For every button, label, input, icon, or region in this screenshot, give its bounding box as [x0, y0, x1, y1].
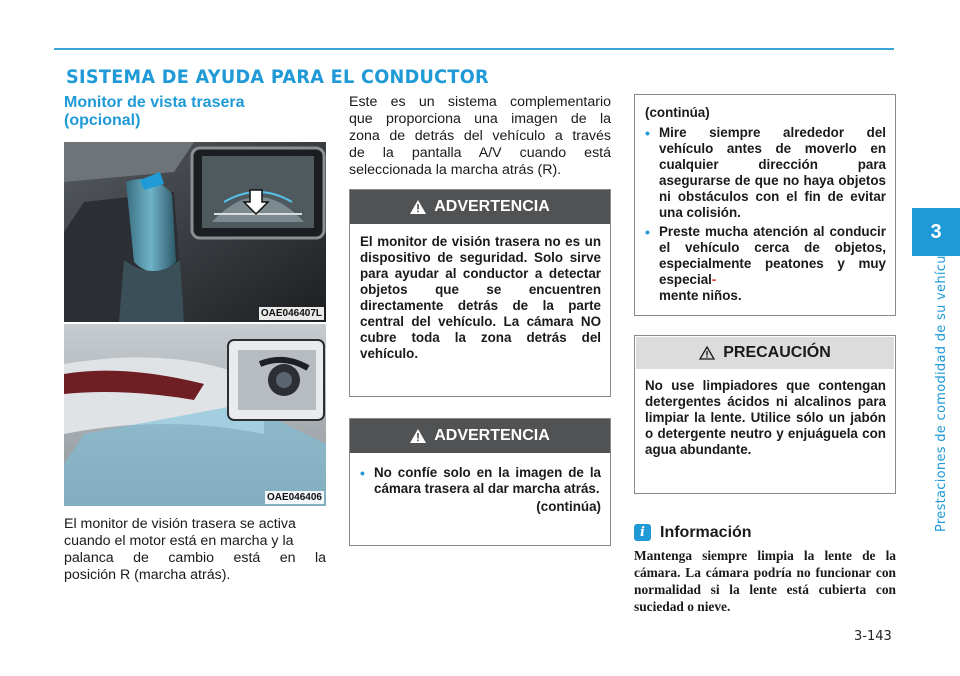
header-rule: [54, 48, 894, 50]
chapter-side-label: [934, 243, 949, 532]
info-title: Información: [660, 524, 752, 541]
section-title: SISTEMA DE AYUDA PARA EL CONDUCTOR: [66, 66, 489, 88]
caution-text: No use limpiadores que contengan detergentes ácidos ni alcalinos para limpiar la lente. Utilice sólo un jabón o detergente neutro y enjuáguela con agua abundante.: [645, 378, 886, 457]
gear-shift-photo: [64, 142, 326, 322]
bullet-item: • Preste mucha atención al conducir el vehículo cerca de objetos, especialmente peatones y muy especial- mente niños.: [645, 224, 886, 303]
image-code-label: OAE046407L: [260, 308, 322, 319]
bullet-item: • No confíe solo en la imagen de la cámara trasera al dar marcha atrás.: [360, 465, 601, 496]
warning-header: ADVERTENCIA: [350, 190, 610, 224]
gear-shift-illustration: [64, 142, 326, 322]
continues-label: (continúa): [536, 499, 601, 514]
warning-icon: [410, 429, 426, 443]
warning-text: El monitor de visión trasera no es un dispositivo de seguridad. Solo sirve para ayudar al conductor a detectar objetos que se encuentren directamente detrás de la parte central del vehículo. La cámara NO cubre toda la zona detrás del vehículo.: [360, 234, 601, 361]
rear-camera-illustration: [64, 324, 326, 506]
bullet-dot: •: [645, 224, 650, 240]
warning-header: ADVERTENCIA: [350, 419, 610, 453]
continued-label: (continúa): [645, 105, 710, 120]
chapter-tab[interactable]: 3: [912, 208, 960, 256]
caution-icon: [699, 346, 715, 360]
warning-box-2: [349, 418, 611, 546]
continued-warning-box: [634, 94, 896, 316]
warning-box-1: [349, 189, 611, 397]
bullet-dot: •: [645, 125, 650, 141]
info-text: Mantenga siempre limpia la lente de la cámara. La cámara podría no funcionar con normalidad si la lente está cubierta con suciedad o nieve.: [634, 548, 896, 614]
chapter-title: Prestaciones de comodidad de su vehículo: [934, 243, 949, 532]
bullet-dot: •: [360, 465, 365, 481]
subsection-title: Monitor de vista trasera (opcional): [64, 94, 245, 129]
bullet-item: • Mire siempre alrededor del vehículo antes de moverlo en cualquier dirección para asegurarse de que no haya objetos ni obstáculos con el fin de evitar una colisión.: [645, 125, 886, 220]
page-number: 3-143: [854, 629, 892, 644]
hyphen-mark: -: [711, 272, 717, 287]
caution-box: [634, 335, 896, 494]
info-icon: i: [634, 524, 651, 541]
image-code-label: OAE046406: [266, 492, 322, 503]
warning-icon: [410, 200, 426, 214]
rear-camera-photo: [64, 324, 326, 506]
column2-intro: Este es un sistema complementario que proporciona una imagen de la zona de detrás del vehículo a través de la pantalla A/V cuando está seleccionada la marcha atrás (R).: [349, 94, 611, 178]
column1-body: El monitor de visión trasera se activa cuando el motor está en marcha y la palanca de cambio está en la posición R (marcha atrás).: [64, 516, 326, 583]
caution-header: PRECAUCIÓN: [636, 337, 894, 369]
